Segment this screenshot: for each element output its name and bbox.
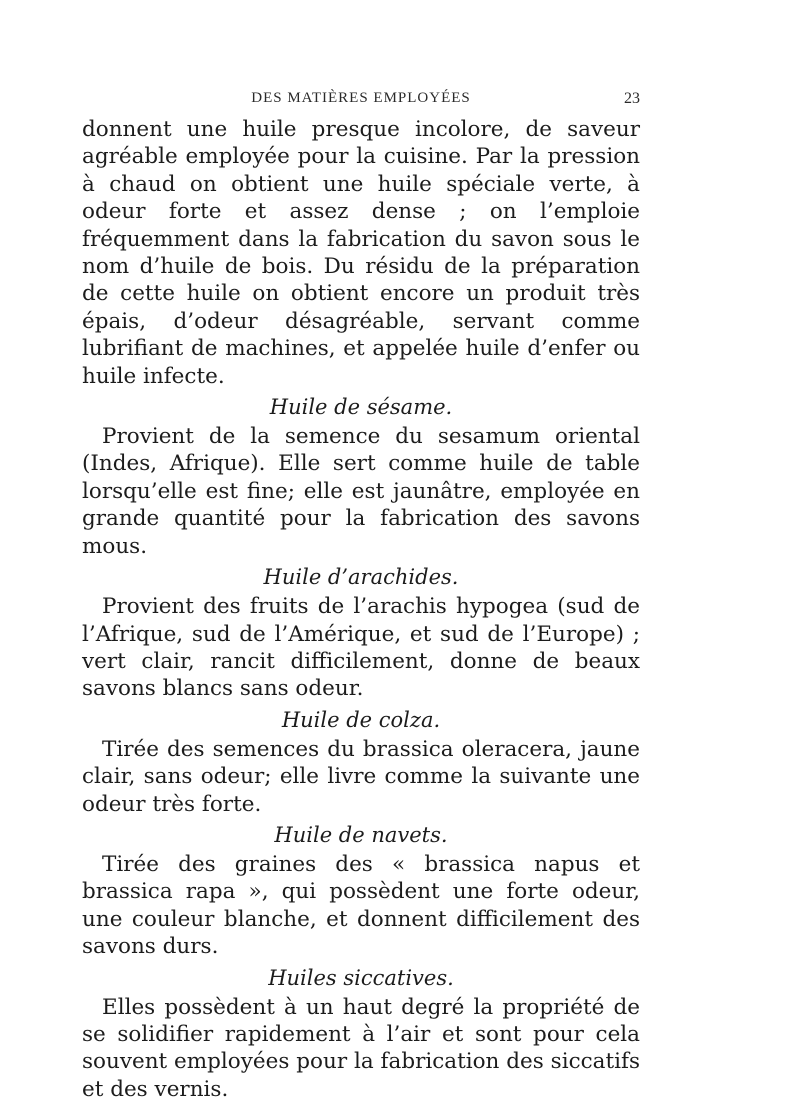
section-heading: Huile d’arachides. (263, 565, 459, 590)
section-heading: Huile de colza. (281, 707, 441, 732)
section-heading: Huile de sésame. (269, 395, 453, 420)
section-heading: Huile de navets. (274, 822, 448, 847)
section-arachides (82, 560, 640, 703)
section-paragraph: Tirée des graines des « brassica napus et brassica rapa », qui possèdent une forte odeur, une couleur blanche, et donnent difficilement des savons durs. (82, 851, 640, 960)
section-colza (82, 703, 640, 818)
section-siccatives (82, 961, 640, 1104)
section-heading: Huiles siccatives. (268, 965, 454, 990)
page-number: 23 (624, 90, 640, 107)
section-navets (82, 818, 640, 961)
running-title: DES MATIÈRES EMPLOYÉES (251, 90, 471, 106)
section-paragraph: Provient de la semence du sesamum oriental (Indes, Afrique). Elle sert comme huile de table lorsqu’elle est fine; elle est jaunâtre, employée en grande quantité pour la fabrication des savons mous. (82, 424, 640, 559)
section-sesame (82, 390, 640, 560)
section-paragraph: Provient des fruits de l’arachis hypogea (sud de l’Afrique, sud de l’Amérique, et sud de l’Europe) ; vert clair, rancit difficilement, donne de beaux savons blancs sans odeur. (82, 594, 640, 702)
running-header (82, 90, 640, 116)
opening-paragraph: donnent une huile presque incolore, de saveur agréable employée pour la cuisine. Par la pression à chaud on obtient une huile spéciale verte, à odeur forte et assez dense ; on l’emploie fréquemment dans la fabrication du savon sous le nom d’huile de bois. Du résidu de la préparation de cette huile on obtient encore un produit très épais, d’odeur désagréable, servant comme lubrifiant de machines, et appelée huile d’enfer ou huile infecte. (82, 117, 640, 389)
section-paragraph: Tirée des semences du brassica oleracera, jaune clair, sans odeur; elle livre comme la suivante une odeur très forte. (82, 736, 640, 817)
section-paragraph: Elles possèdent à un haut degré la propriété de se solidifier rapidement à l’air et sont pour cela souvent employées pour la fabrication des siccatifs et des vernis. (82, 994, 640, 1102)
book-page (82, 90, 640, 1103)
